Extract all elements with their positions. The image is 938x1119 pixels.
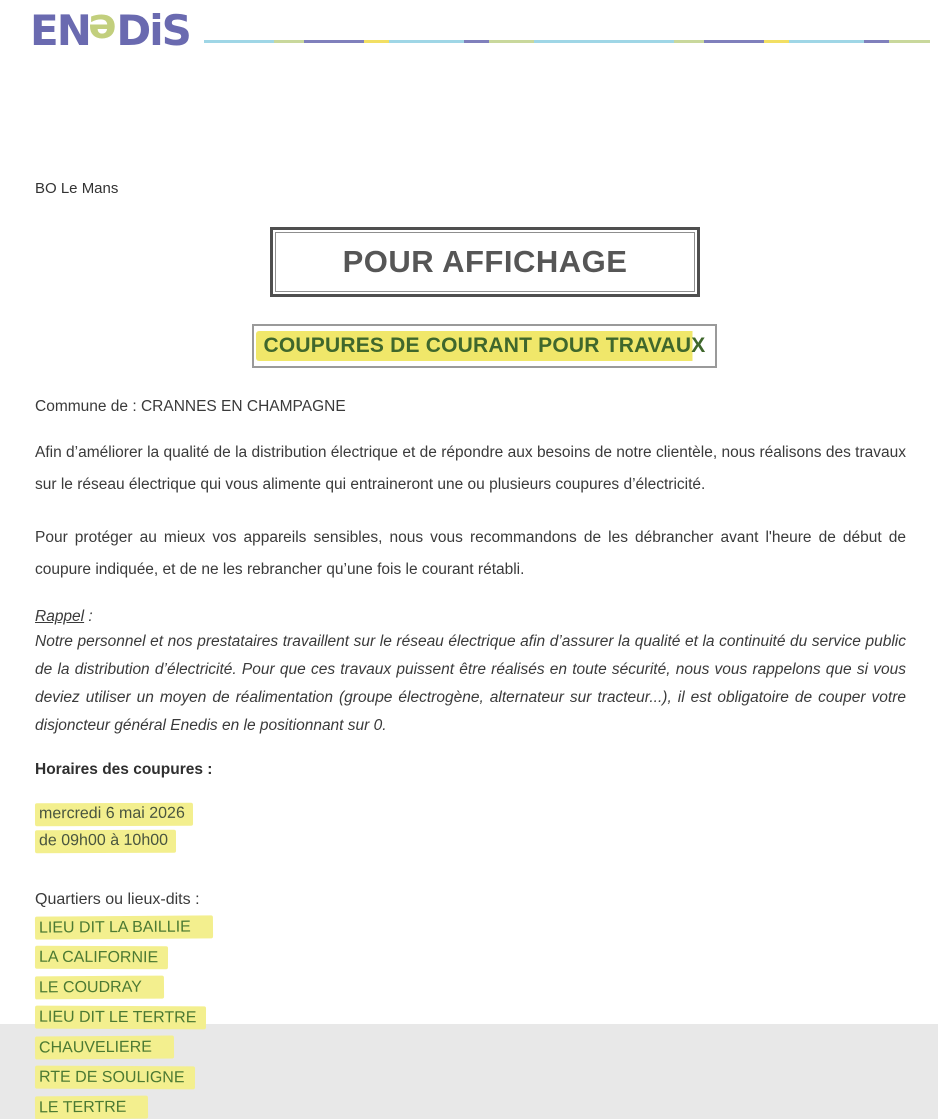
outage-date-highlight: mercredi 6 mai 2026	[35, 803, 193, 827]
paragraph-works: Afin d’améliorer la qualité de la distribution électrique et de répondre aux besoins de notre clientèle, nous réalisons des travaux sur le réseau électrique qui vous alimente qui entraineront une ou plusieurs coupures d’électricité.	[35, 444, 906, 493]
location-item	[35, 1066, 906, 1089]
hours-heading: Horaires des coupures :	[35, 761, 213, 778]
outage-time-line	[35, 830, 906, 853]
letter-body	[0, 398, 938, 1119]
logo-rotated-e: e	[89, 5, 117, 54]
location-highlight: LIEU DIT LA BAILLIE	[35, 915, 213, 939]
subject-box	[252, 324, 717, 368]
logo-text-left: EN	[30, 6, 90, 55]
location-highlight: RTE DE SOULIGNE	[35, 1066, 195, 1090]
location-highlight: LIEU DIT LE TERTRE	[35, 1006, 206, 1030]
location-item	[35, 976, 906, 999]
commune-line: Commune de : CRANNES EN CHAMPAGNE	[35, 398, 346, 415]
location-highlight: LE COUDRAY	[35, 976, 164, 1000]
location-item	[35, 946, 906, 969]
subject-title: COUPURES DE COURANT POUR TRAVAUX	[256, 331, 714, 361]
document-header	[0, 0, 938, 55]
rappel-colon: :	[84, 608, 93, 625]
enedis-logo	[30, 5, 190, 55]
office-label: BO Le Mans	[35, 180, 119, 197]
location-highlight: LA CALIFORNIE	[35, 946, 168, 970]
rappel-label: Rappel	[35, 608, 85, 625]
display-banner-inner	[275, 232, 695, 292]
logo-text-right: DiS	[116, 6, 190, 55]
locations-list	[35, 916, 906, 1119]
schedule-block	[35, 803, 906, 853]
rappel-heading	[35, 608, 906, 626]
location-highlight: CHAUVELIERE	[35, 1036, 174, 1060]
location-item	[35, 1036, 906, 1059]
location-item	[35, 916, 906, 939]
display-banner-title: POUR AFFICHAGE	[342, 244, 628, 279]
outage-time-highlight: de 09h00 à 10h00	[35, 830, 176, 853]
rappel-paragraph: Notre personnel et nos prestataires travaillent sur le réseau électrique afin d’assurer la qualité et la continuité du service public de la distribution d’électricité. Pour que ces travaux puissent être réalisés en toute sécurité, nous vous rappelons que si vous deviez utiliser un moyen de réalimentation (groupe électrogène, alternateur sur tracteur...), il est obligatoire de couper votre disjoncteur général Enedis en le positionnant sur 0.	[35, 633, 906, 734]
paragraph-advice: Pour protéger au mieux vos appareils sensibles, nous vous recommandons de les débrancher avant l'heure de début de coupure indiquée, et de ne les rebrancher qu’une fois le courant rétabli.	[35, 529, 906, 578]
location-item	[35, 1096, 906, 1119]
locations-heading: Quartiers ou lieux-dits :	[35, 891, 200, 908]
outage-date-line	[35, 803, 906, 826]
location-item	[35, 1006, 906, 1029]
brand-color-line	[204, 40, 930, 43]
display-banner-box	[270, 227, 700, 297]
location-highlight: LE TERTRE	[35, 1096, 149, 1119]
